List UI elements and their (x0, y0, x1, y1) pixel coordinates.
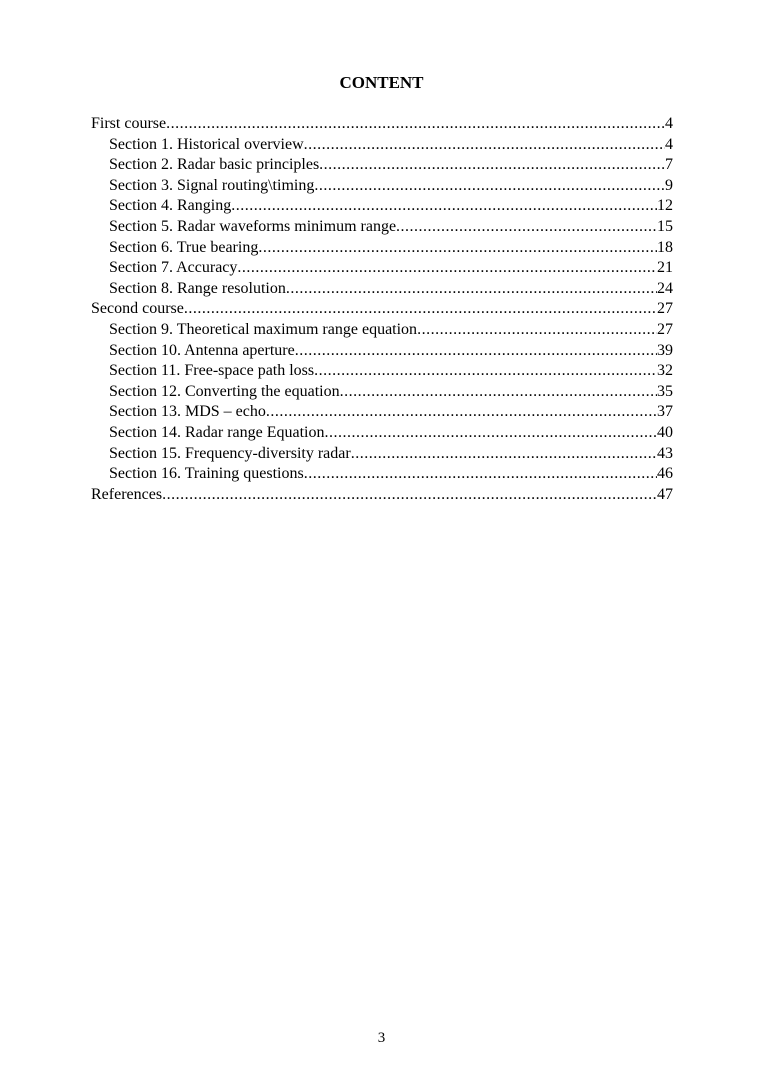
dot-leader (396, 217, 657, 238)
toc-entry-page: 24 (657, 279, 673, 297)
toc-entry-label: Section 10. Antenna aperture (109, 341, 295, 359)
toc-entry-label: Section 14. Radar range Equation (109, 423, 325, 441)
toc-entry-label: Section 15. Frequency-diversity radar (109, 444, 351, 462)
toc-entry-label: Section 6. True bearing (109, 238, 259, 256)
toc-entry-page: 46 (657, 465, 673, 483)
toc-entry-page: 12 (657, 197, 673, 215)
dot-leader (417, 320, 657, 341)
toc-entry-section-5[interactable] (91, 217, 673, 238)
toc-entry-page: 37 (657, 403, 673, 421)
toc-entry-page: 39 (657, 341, 673, 359)
toc-entry-page: 4 (665, 115, 673, 132)
dot-leader (304, 135, 665, 156)
dot-leader (295, 341, 657, 362)
toc-entry-label: Section 5. Radar waveforms minimum range (109, 217, 397, 235)
toc-entry-page: 35 (657, 382, 673, 400)
dot-leader (258, 238, 657, 259)
toc-entry-page: 18 (657, 238, 673, 256)
table-of-contents (91, 114, 673, 505)
toc-entry-label: Section 4. Ranging (109, 197, 232, 215)
dot-leader (325, 423, 658, 444)
toc-entry-label: Section 12. Converting the equation (109, 382, 340, 400)
toc-entry-references[interactable] (91, 485, 673, 506)
toc-entry-section-7[interactable] (91, 258, 673, 279)
toc-entry-label: Section 13. MDS – echo (109, 403, 266, 421)
toc-entry-section-10[interactable] (91, 341, 673, 362)
toc-entry-label: References (91, 485, 163, 503)
toc-entry-label: Section 3. Signal routing\timing (109, 176, 315, 194)
toc-entry-section-4[interactable] (91, 196, 673, 217)
dot-leader (231, 196, 657, 217)
toc-entry-section-3[interactable] (91, 176, 673, 197)
toc-entry-section-14[interactable] (91, 423, 673, 444)
page-title: CONTENT (339, 73, 424, 92)
toc-entry-section-2[interactable] (91, 155, 673, 176)
toc-entry-section-9[interactable] (91, 320, 673, 341)
toc-entry-section-15[interactable] (91, 444, 673, 465)
toc-entry-section-11[interactable] (91, 361, 673, 382)
toc-entry-second-course[interactable] (91, 299, 673, 320)
toc-entry-page: 40 (657, 423, 673, 441)
toc-entry-page: 4 (665, 135, 673, 153)
dot-leader (286, 279, 657, 300)
dot-leader (340, 382, 657, 403)
toc-entry-page: 27 (657, 320, 673, 338)
toc-entry-label: Section 2. Radar basic principles (109, 156, 320, 174)
dot-leader (166, 114, 665, 135)
toc-entry-label: Section 16. Training questions (109, 465, 304, 483)
toc-entry-section-13[interactable] (91, 402, 673, 423)
toc-entry-section-6[interactable] (91, 238, 673, 259)
toc-entry-page: 15 (657, 217, 673, 235)
dot-leader (319, 155, 665, 176)
dot-leader (304, 464, 657, 485)
toc-entry-page: 32 (657, 362, 673, 380)
toc-entry-section-16[interactable] (91, 464, 673, 485)
toc-entry-page: 9 (665, 176, 673, 194)
toc-entry-page: 7 (665, 156, 673, 174)
dot-leader (314, 176, 665, 197)
toc-entry-section-12[interactable] (91, 382, 673, 403)
toc-entry-label: Second course (91, 300, 184, 318)
dot-leader (162, 485, 657, 506)
dot-leader (266, 402, 657, 423)
toc-entry-section-1[interactable] (91, 135, 673, 156)
toc-entry-label: Section 8. Range resolution (109, 279, 286, 297)
toc-entry-label: First course (91, 115, 167, 132)
toc-entry-label: Section 11. Free-space path loss (109, 362, 315, 380)
page-number: 3 (377, 1030, 386, 1046)
toc-entry-page: 21 (657, 259, 673, 277)
dot-leader (351, 444, 657, 465)
dot-leader (314, 361, 657, 382)
toc-entry-label: Section 1. Historical overview (109, 135, 304, 153)
toc-entry-page: 43 (657, 444, 673, 462)
toc-entry-page: 47 (657, 485, 673, 503)
toc-entry-label: Section 9. Theoretical maximum range equation (109, 320, 418, 338)
toc-entry-first-course[interactable] (91, 114, 673, 135)
toc-entry-section-8[interactable] (91, 279, 673, 300)
toc-entry-page: 27 (657, 300, 673, 318)
dot-leader (237, 258, 657, 279)
toc-entry-label: Section 7. Accuracy (109, 259, 238, 277)
dot-leader (184, 299, 657, 320)
